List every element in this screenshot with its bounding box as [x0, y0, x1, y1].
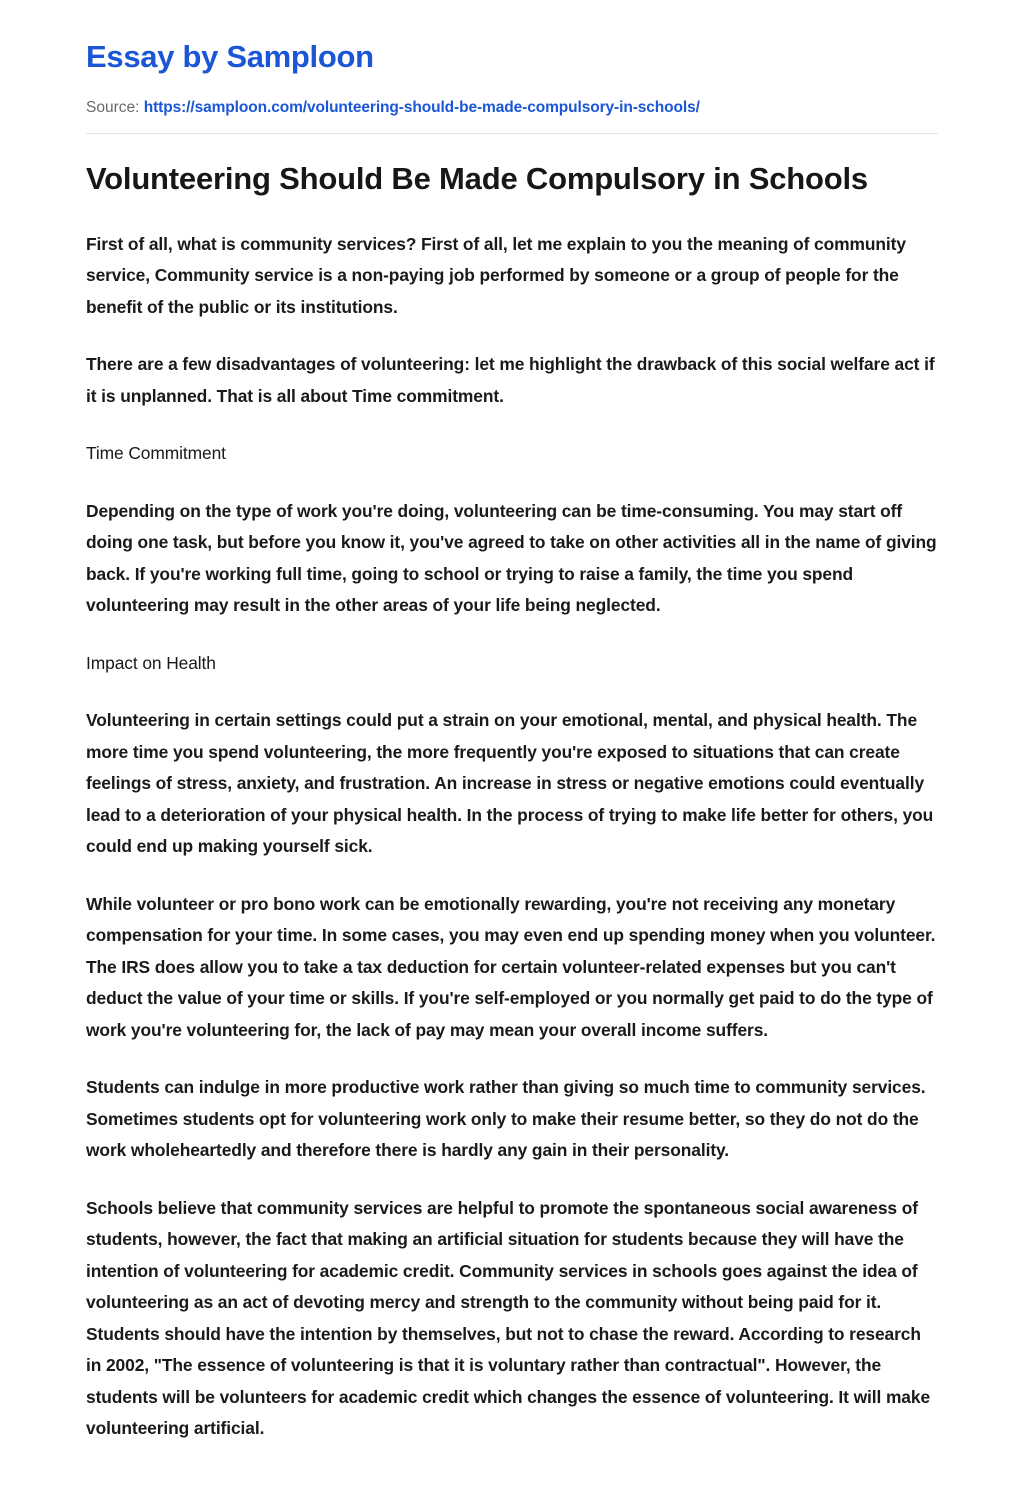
- source-label: Source:: [86, 99, 140, 117]
- subheading-time-commitment: Time Commitment: [86, 443, 226, 464]
- page-title: Volunteering Should Be Made Compulsory in Schools: [86, 160, 868, 196]
- paragraph-schools-believe: Schools believe that community services are helpful to promote the spontaneous social awareness of students, however, the fact that making an artificial situation for students because they will have the intention of volunteering for academic credit. Community services in schools goes against the idea of volunteering as an act of devoting mercy and strength to the community without being paid for it. Students should have the intention by themselves, but not to chase the reward. According to research in 2002, "The essence of volunteering is that it is voluntary rather than contractual". However, the students will be volunteers for academic credit which changes the essence of volunteering. It will make volunteering artificial.: [86, 1197, 931, 1439]
- paragraph-impact-on-health: Volunteering in certain settings could put a strain on your emotional, mental, and physical health. The more time you spend volunteering, the more frequently you're exposed to situations that can create feelings of stress, anxiety, and frustration. An increase in stress or negative emotions could eventually lead to a deterioration of your physical health. In the process of trying to make life better for others, you could end up making yourself sick.: [86, 710, 934, 857]
- source-line: [86, 97, 938, 119]
- paragraph-disadvantages: There are a few disadvantages of volunteering: let me highlight the drawback of this social welfare act if it is unplanned. That is all about Time commitment.: [86, 354, 935, 406]
- brand-title: Essay by Samploon: [86, 39, 374, 74]
- source-url-link[interactable]: https://samploon.com/volunteering-should-be-made-compulsory-in-schools/: [143, 99, 700, 117]
- paragraph-students-line-1: Students can indulge in more productive work rather than giving so much time to community services.: [86, 1077, 926, 1098]
- paragraph-pro-bono: While volunteer or pro bono work can be emotionally rewarding, you're not receiving any monetary compensation for your time. In some cases, you may even end up spending money when you volunteer. The IRS does allow you to take a tax deduction for certain volunteer-related expenses but you can't deduct the value of your time or skills. If you're self-employed or you normally get paid to do the type of work you're volunteering for, the lack of pay may mean your overall income suffers.: [86, 893, 936, 1040]
- paragraph-intro: First of all, what is community services? First of all, let me explain to you the meaning of community service, Community service is a non-paying job performed by someone or a group of people for the benefit of the public or its institutions.: [86, 233, 906, 317]
- paragraph-time-commitment: Depending on the type of work you're doing, volunteering can be time-consuming. You may start off doing one task, but before you know it, you've agreed to take on other activities all in the name of giving back. If you're working full time, going to school or trying to raise a family, the time you spend volunteering may result in the other areas of your life being neglected.: [86, 500, 937, 616]
- header-divider: [86, 133, 938, 134]
- subheading-impact-on-health: Impact on Health: [86, 652, 216, 673]
- paragraph-students-line-2: Sometimes students opt for volunteering work only to make their resume better, so they do not do the work wholeheartedly and therefore there is hardly any gain in their personality.: [86, 1108, 919, 1161]
- document-body: [86, 229, 938, 1445]
- paragraph-students: [86, 1072, 938, 1167]
